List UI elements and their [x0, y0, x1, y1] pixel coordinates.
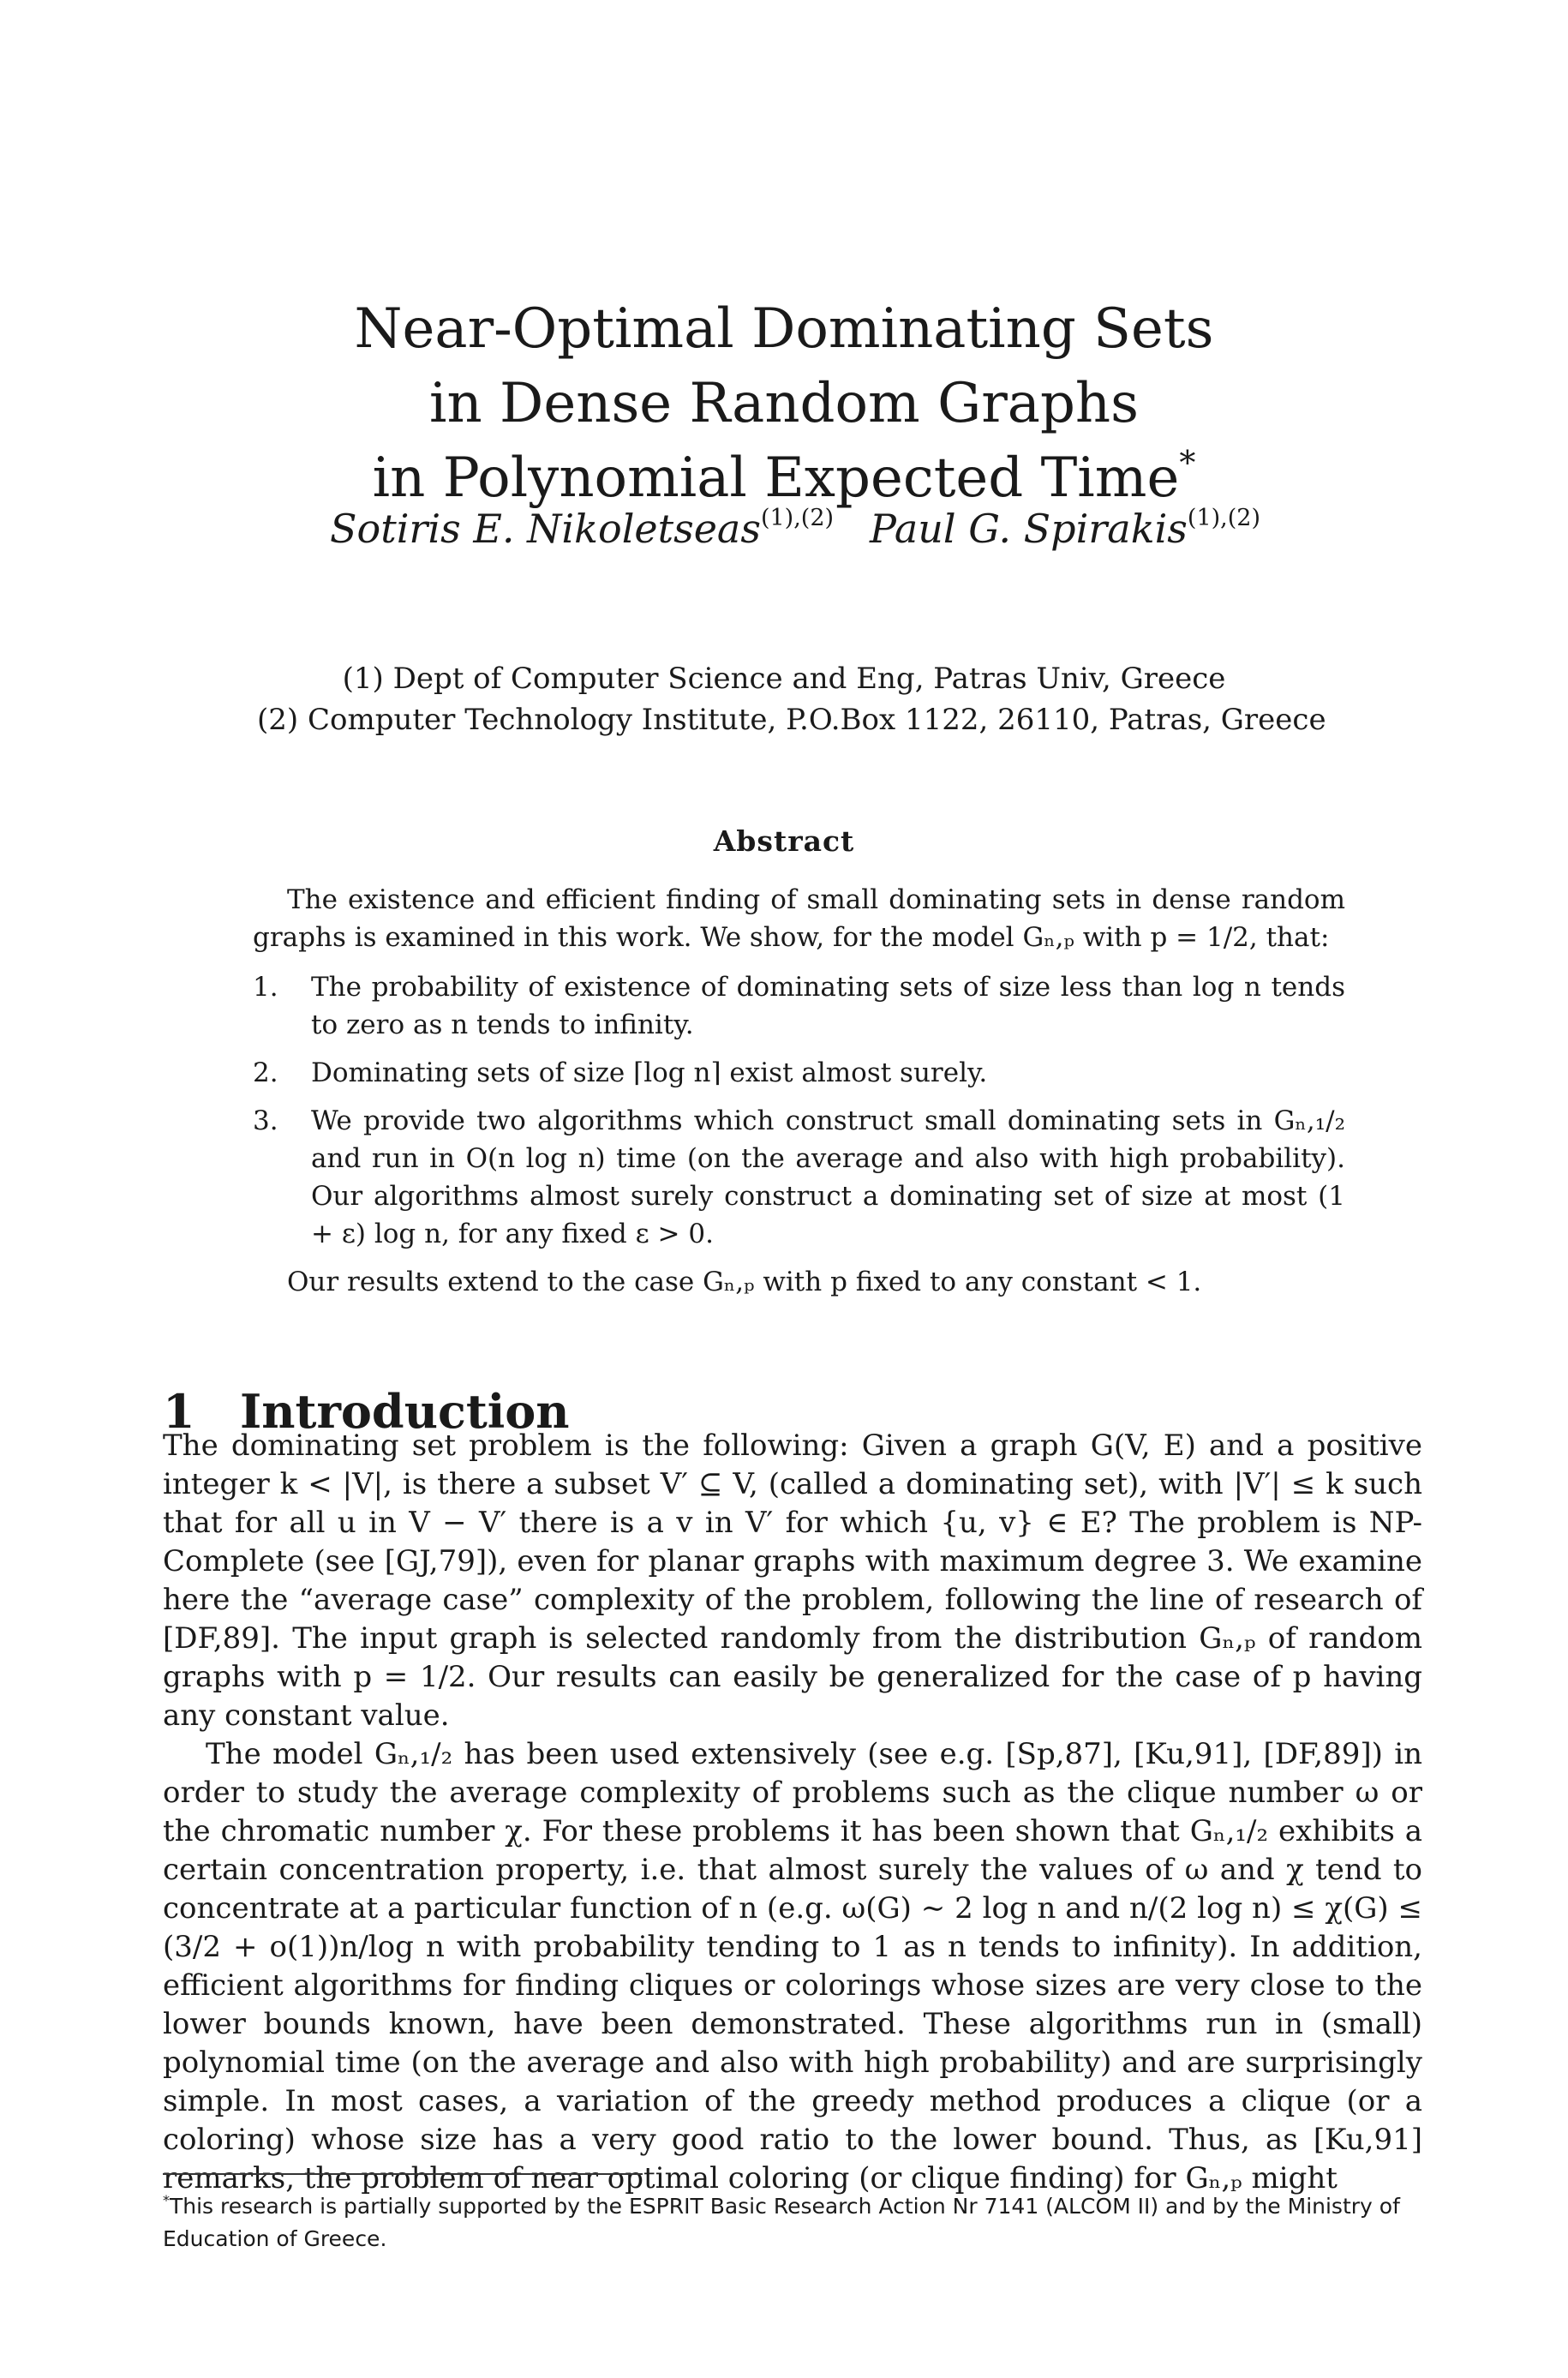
section-title: Introduction: [240, 1383, 570, 1439]
author-name: Sotiris E. Nikoletseas: [330, 506, 761, 552]
author-affiliation-marks: (1),(2): [1187, 505, 1260, 531]
author-1: [330, 506, 834, 552]
title-line: Near-Optimal Dominating Sets: [354, 297, 1214, 361]
footnote-text: This research is partially supported by the ESPRIT Basic Research Action Nr 7141 (ALCOM II) and by the Ministry of Education of Greece.: [163, 2194, 1400, 2251]
affiliation-line: (1) Dept of Computer Science and Eng, Patras Univ, Greece: [342, 662, 1226, 696]
author-affiliation-marks: (1),(2): [760, 505, 835, 531]
paragraph: The model Gₙ,₁/₂ has been used extensively (see e.g. [Sp,87], [Ku,91], [DF,89]) in order to study the average complexity of problems such as the clique number ω or the chromatic number χ. For these problems it has been shown that Gₙ,₁/₂ exhibits a certain concentration property, i.e. that almost surely the values of ω and χ tend to concentrate at a particular function of n (e.g. ω(G) ∼ 2 log n and n/(2 log n) ≤ χ(G) ≤ (3/2 + o(1))n/log n with probability tending to 1 as n tends to infinity). In addition, efficient algorithms for finding cliques or colorings whose sizes are very close to the lower bounds known, have been demonstrated. These algorithms run in (small) polynomial time (on the average and also with high probability) and are surprisingly simple. In most cases, a variation of the greedy method produces a clique (or a coloring) whose size has a very good ratio to the lower bound. Thus, as [Ku,91] remarks, the problem of near optimal coloring (or clique finding) for Gₙ,ₚ might: [163, 1737, 1422, 2195]
list-item-text: Dominating sets of size ⌈log n⌉ exist almost surely.: [311, 1057, 988, 1088]
list-item-text: We provide two algorithms which construct small dominating sets in Gₙ,₁/₂ and run in O(n log n) time (on the average and also with high probability). Our algorithms almost surely construct a dominating set of size at most (1 + ε) log n, for any fixed ε > 0.: [311, 1105, 1345, 1249]
abstract-intro: The existence and efficient finding of small dominating sets in dense random graphs is examined in this work. We show, for the model Gₙ,ₚ with p = 1/2, that:: [253, 884, 1345, 953]
paper-title: [257, 292, 1311, 516]
abstract-result-list: [253, 968, 1345, 1253]
footnote-rule: [163, 2173, 643, 2175]
author-name: Paul G. Spirakis: [870, 506, 1188, 552]
author-2: [870, 506, 1260, 552]
section-number: 1: [163, 1383, 195, 1439]
abstract-closing: Our results extend to the case Gₙ,ₚ with p fixed to any constant < 1.: [287, 1267, 1202, 1297]
list-item-number: 1.: [253, 972, 278, 1003]
list-item: [253, 1054, 1345, 1092]
abstract-body: [253, 881, 1345, 1301]
footnote-mark: *: [163, 2192, 170, 2208]
title-line-text: in Polynomial Expected Time: [372, 446, 1180, 510]
list-item: [253, 968, 1345, 1044]
affiliation-line: (2) Computer Technology Institute, P.O.Box 1122, 26110, Patras, Greece: [257, 703, 1326, 737]
title-line: in Dense Random Graphs: [429, 371, 1139, 435]
list-item-number: 2.: [253, 1057, 278, 1088]
list-item-number: 3.: [253, 1105, 278, 1136]
list-item: [253, 1102, 1345, 1253]
body-text: [163, 1427, 1422, 2198]
footnote: [163, 2190, 1422, 2255]
abstract-heading: Abstract: [713, 824, 855, 858]
affiliations: [257, 658, 1326, 740]
list-item-text: The probability of existence of dominating sets of size less than log n tends to zero as n tends to infinity.: [311, 972, 1345, 1040]
title-footnote-mark: *: [1179, 443, 1196, 482]
paragraph: The dominating set problem is the following: Given a graph G(V, E) and a positive integer k < |V|, is there a subset V′ ⊆ V, (called a dominating set), with |V′| ≤ k such that for all u in V − V′ there is a v in V′ for which {u, v} ∈ E? The problem is NP-Complete (see [GJ,79]), even for planar graphs with maximum degree 3. We examine here the “average case” complexity of the problem, following the line of research of [DF,89]. The input graph is selected randomly from the distribution Gₙ,ₚ of random graphs with p = 1/2. Our results can easily be generalized for the case of p having any constant value.: [163, 1429, 1422, 1733]
